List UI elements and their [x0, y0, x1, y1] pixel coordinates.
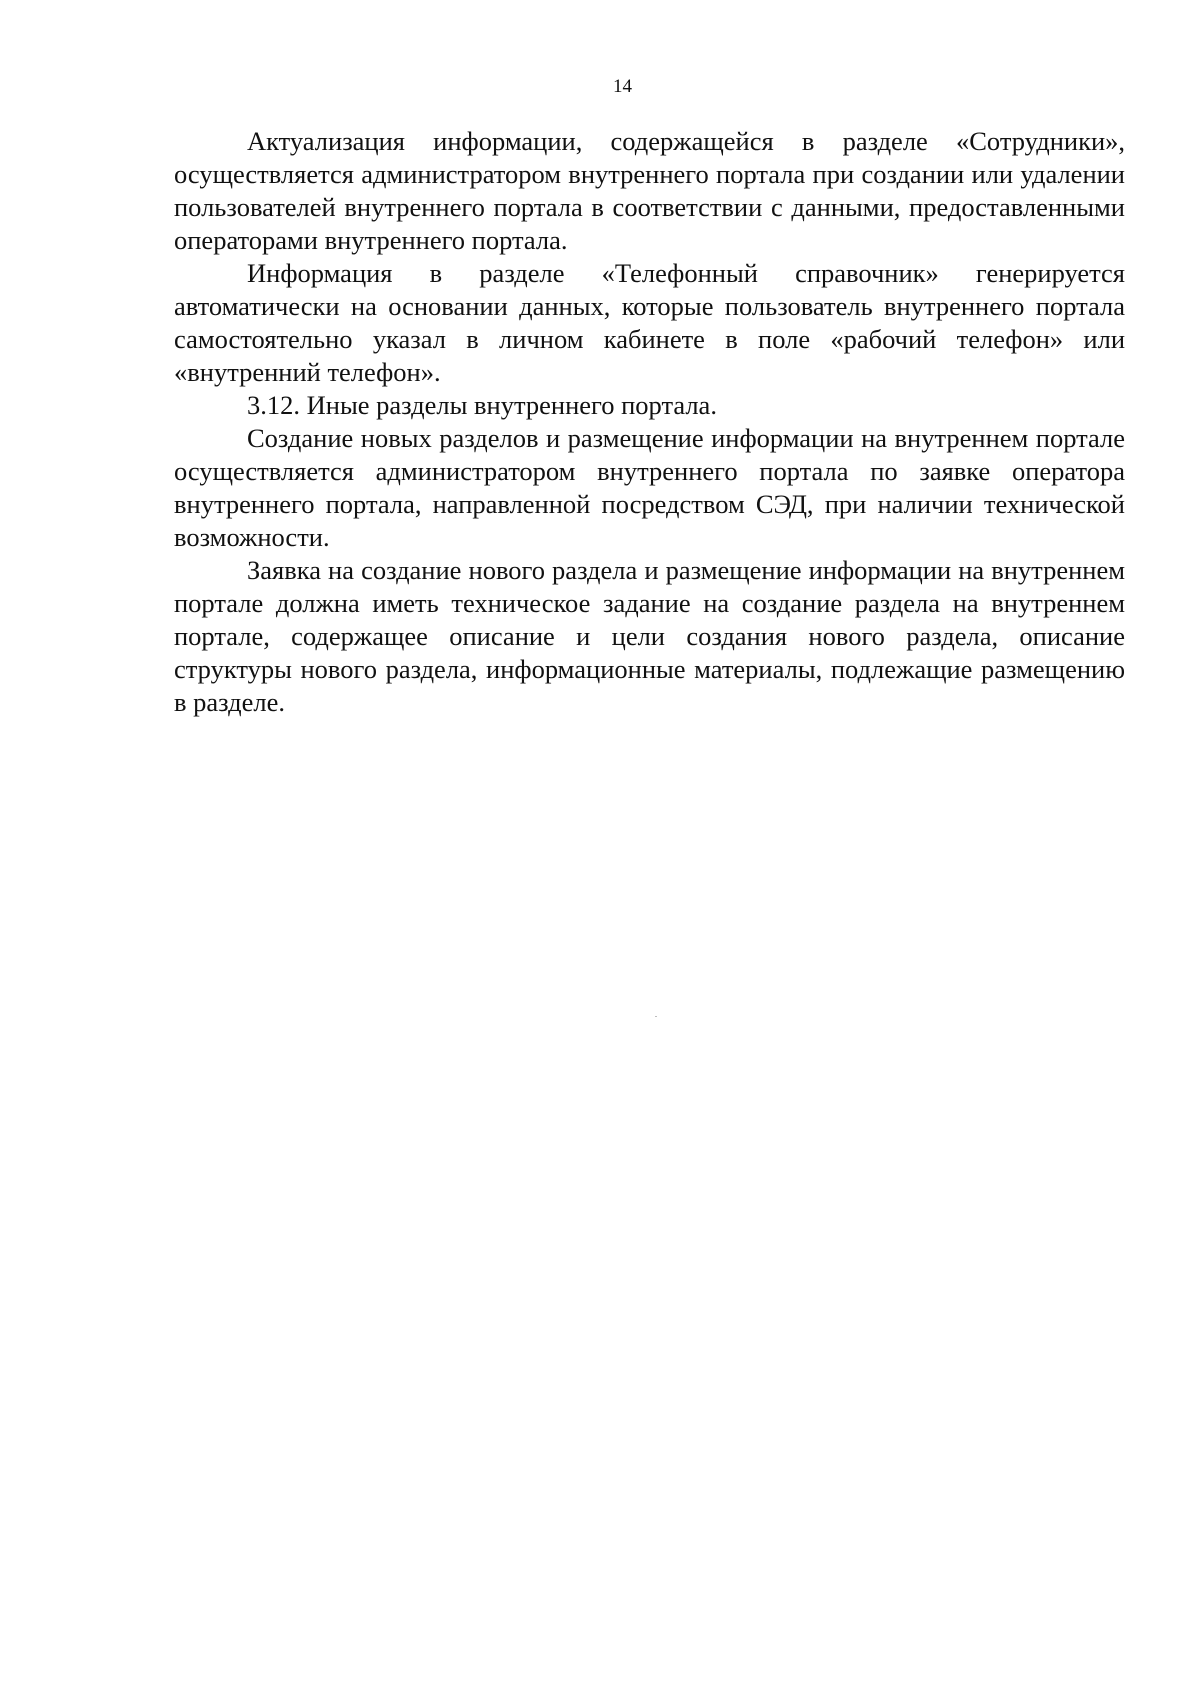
paragraph-request-requirements: Заявка на создание нового раздела и размещение информации на внутреннем портале должна иметь техническое задание на создание раздела на внутреннем портале, содержащее описание и цели создания нового раздела, описание структуры нового раздела, информационные материалы, подлежащие размещению в разделе. — [174, 555, 1125, 717]
scan-speck — [655, 1016, 657, 1017]
page-number: 14 — [613, 76, 632, 97]
paragraph-employees-section: Актуализация информации, содержащейся в разделе «Сотрудники», осуществляется администратором внутреннего портала при создании или удалении пользователей внутреннего портала в соответствии с данными, предоставленными операторами внутреннего портала. — [174, 126, 1125, 255]
paragraph-phone-directory: Информация в разделе «Телефонный справочник» генерируется автоматически на основании данных, которые пользователь внутреннего портала самостоятельно указал в личном кабинете в поле «рабочий телефон» или «внутренний телефон». — [174, 258, 1125, 387]
document-body — [174, 125, 1125, 719]
section-heading-3-12: 3.12. Иные разделы внутреннего портала. — [247, 390, 717, 420]
paragraph-new-sections: Создание новых разделов и размещение информации на внутреннем портале осуществляется администратором внутреннего портала по заявке оператора внутреннего портала, направленной посредством СЭД, при наличии технической возможности. — [174, 423, 1125, 552]
